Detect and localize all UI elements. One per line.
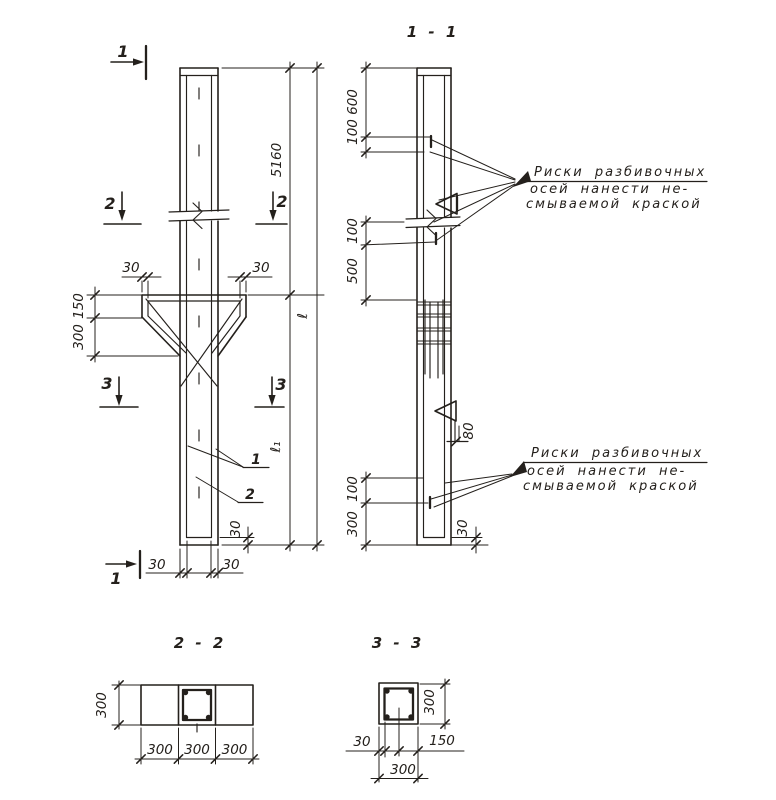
dim-label: 30 <box>228 520 244 538</box>
arrow-right-icon <box>133 58 144 65</box>
dim-label: 100 <box>345 476 361 502</box>
section-marker-1-top <box>111 42 146 79</box>
dim-corbel-cover-right <box>228 260 272 298</box>
dim-3-3-height <box>420 679 450 729</box>
section-marker-3-left <box>100 374 138 407</box>
section-marker-3-right <box>255 375 287 407</box>
arrow-down-icon <box>118 210 125 221</box>
dim-3-3-widths <box>346 722 464 783</box>
section-marker-1-bottom <box>106 551 140 588</box>
lifting-loop-bottom <box>435 401 477 446</box>
dim-label: 300 <box>71 324 87 350</box>
dim-label: 30 <box>122 260 140 276</box>
dim-corbel-height <box>71 287 178 362</box>
column-break-symbol <box>405 210 462 236</box>
dim-label: 300 <box>221 742 248 758</box>
callout-label: 1 <box>251 452 261 468</box>
dim-label: 600 <box>345 89 361 115</box>
dim-2-2-widths <box>135 728 259 764</box>
section-marker-label: 2 <box>104 194 116 213</box>
dim-label: 100 <box>345 119 361 145</box>
view-title: 2 - 2 <box>173 634 227 652</box>
section-marker-2-left <box>104 192 141 224</box>
rebar-dot <box>206 715 211 720</box>
elevation-view <box>71 42 324 588</box>
corbel-diagonal <box>146 299 217 386</box>
arrow-down-icon <box>268 395 275 406</box>
rebar-dot <box>408 688 413 693</box>
rebar-dot <box>408 714 413 719</box>
dim-label: 500 <box>345 258 361 284</box>
dim-label: ℓ₁ <box>268 441 284 453</box>
dim-label: 30 <box>252 260 270 276</box>
dim-base <box>146 520 254 578</box>
section-marker-label: 2 <box>276 192 288 211</box>
dim-label: 300 <box>94 692 110 718</box>
leader-arrow-icon <box>513 171 531 187</box>
section-3-3-view <box>346 634 464 783</box>
dim-label: 300 <box>345 511 361 537</box>
section-marker-2-right <box>256 192 288 224</box>
dim-label: 300 <box>422 689 438 715</box>
note-line: Риски разбивочных <box>531 446 704 461</box>
rebar-dot <box>384 714 389 719</box>
dim-label: 300 <box>147 742 173 758</box>
corbel <box>142 295 246 386</box>
dim-label: ℓ <box>295 313 311 319</box>
view-title: 3 - 3 <box>371 634 425 652</box>
section-marker-label: 1 <box>110 569 122 588</box>
section-marker-label: 1 <box>117 42 129 61</box>
rebar-cage-square <box>183 690 211 720</box>
dim-label: 150 <box>71 293 87 319</box>
note-top <box>526 165 707 212</box>
dim-label: 30 <box>148 557 166 573</box>
section-2-2-view <box>94 634 259 764</box>
corbel-rebar-cage <box>418 300 451 378</box>
callout-label: 2 <box>245 487 255 503</box>
rebar-callouts <box>188 446 269 503</box>
note-line: осей нанести не- <box>530 182 690 197</box>
note-line: осей нанести не- <box>527 464 687 479</box>
dim-label: 80 <box>461 422 477 440</box>
rebar-dot <box>206 690 211 695</box>
dim-label: 300 <box>184 742 210 758</box>
section-marker-label: 3 <box>275 375 287 394</box>
column-outline-side <box>417 68 451 545</box>
rebar-dot <box>183 690 188 695</box>
note-line: смываемой краской <box>526 197 702 212</box>
section-1-1-view <box>345 23 707 553</box>
dim-label: 30 <box>353 734 371 750</box>
rebar-dot <box>384 688 389 693</box>
arrow-down-icon <box>115 395 122 406</box>
leader-lines-bottom <box>431 461 527 507</box>
rebar-dot <box>183 715 188 720</box>
leader-arrow-icon <box>510 461 527 477</box>
dim-label: 100 <box>345 218 361 244</box>
note-bottom <box>523 446 707 494</box>
column-outline <box>180 68 218 545</box>
view-title: 1 - 1 <box>406 23 460 41</box>
dim-side-view <box>345 62 435 551</box>
dim-label: 300 <box>390 762 416 778</box>
dim-label: 30 <box>222 557 240 573</box>
section-marker-label: 3 <box>101 374 113 393</box>
dim-label: 150 <box>429 733 455 749</box>
arrow-down-icon <box>269 210 276 221</box>
note-line: смываемой краской <box>523 479 699 494</box>
axis-mark-ticks <box>430 136 436 508</box>
dim-label: 30 <box>455 519 471 537</box>
dim-corbel-cover-left <box>122 260 161 298</box>
dim-base-cover-side <box>451 519 488 553</box>
note-line: Риски разбивочных <box>534 165 707 180</box>
arrow-right-icon <box>126 560 137 567</box>
dim-2-2-height <box>94 681 141 729</box>
dim-label: 5160 <box>269 142 285 178</box>
